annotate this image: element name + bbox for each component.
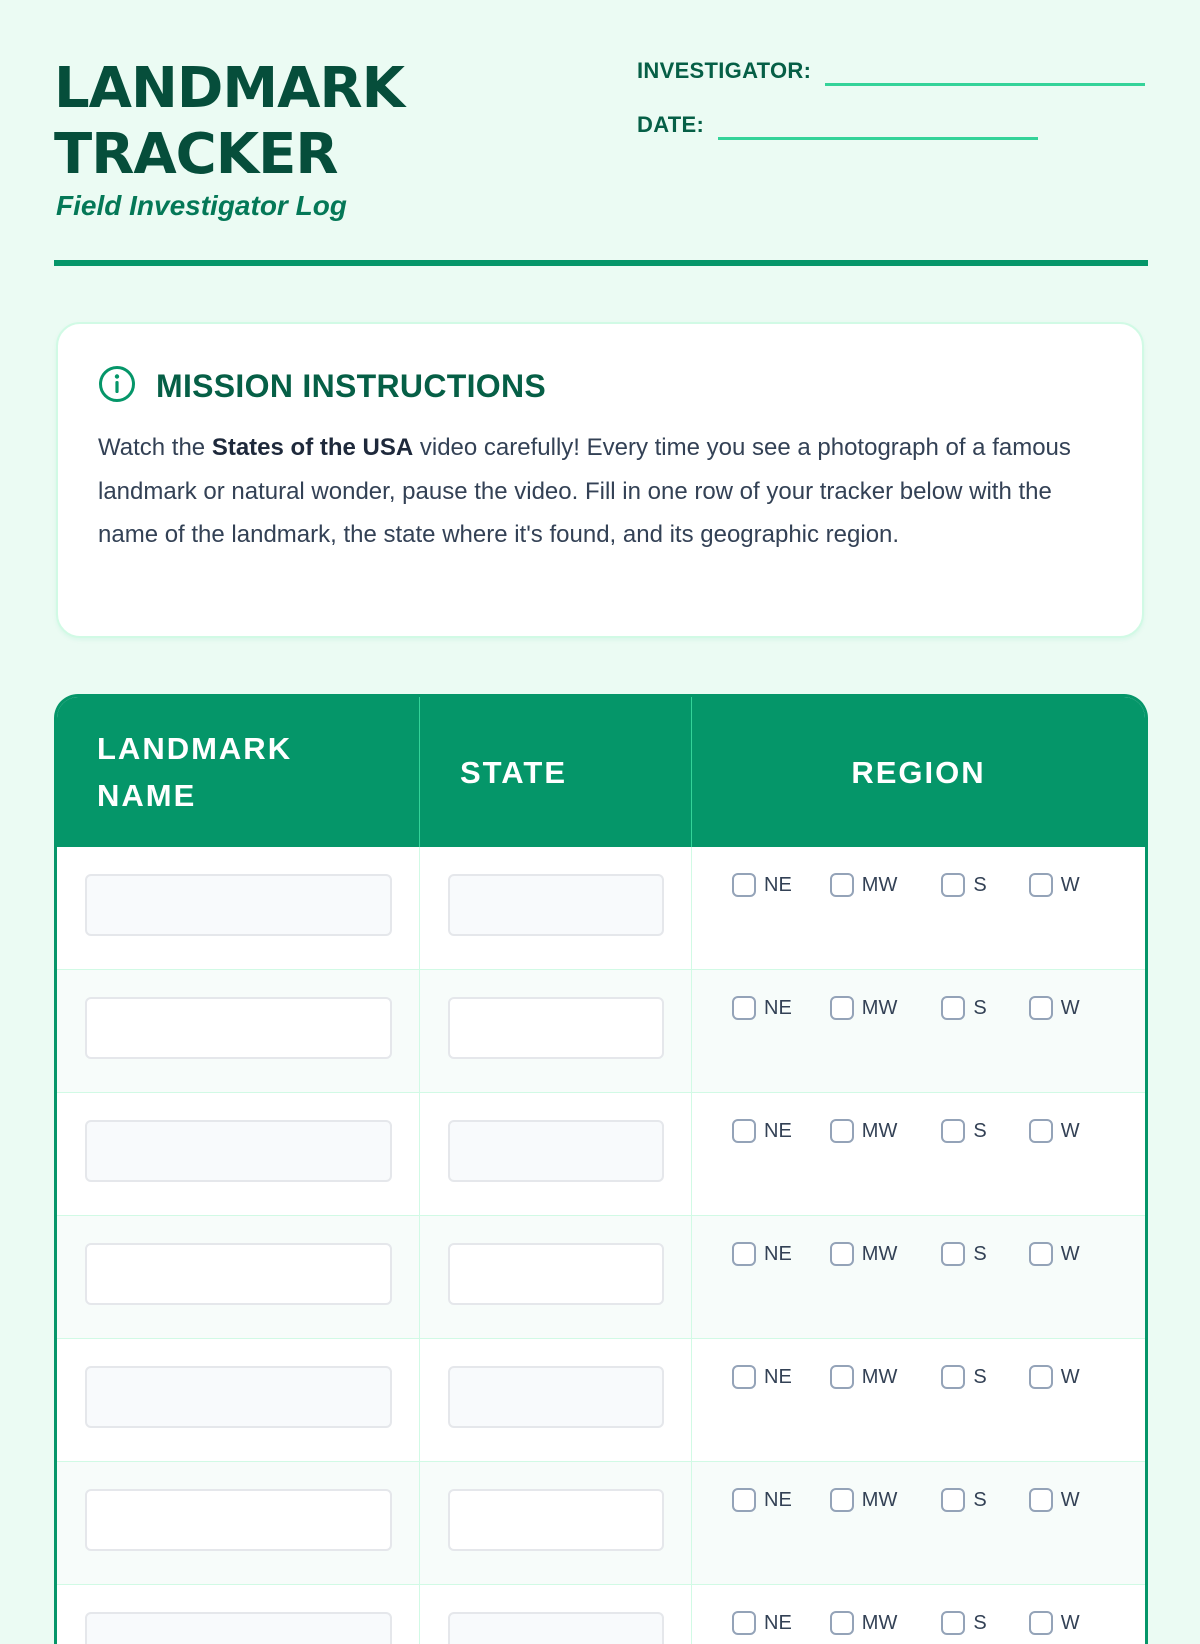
region-option-mw[interactable] — [830, 1242, 898, 1266]
table-row — [57, 847, 1145, 970]
region-checkbox-mw[interactable] — [830, 1242, 854, 1266]
region-label: NE — [764, 996, 792, 1019]
region-label: S — [973, 1119, 987, 1142]
state-input[interactable] — [448, 1612, 664, 1644]
region-cell — [692, 1462, 1145, 1584]
landmark-name-cell — [57, 970, 420, 1092]
region-label: W — [1060, 1365, 1080, 1388]
landmark-name-input[interactable] — [85, 1243, 392, 1305]
region-label: NE — [764, 1365, 792, 1388]
region-label: MW — [861, 1242, 898, 1265]
region-checkbox-ne[interactable] — [732, 873, 756, 897]
region-option-mw[interactable] — [830, 873, 898, 897]
region-label: W — [1060, 1119, 1080, 1142]
video-title: States of the USA — [211, 434, 414, 461]
state-cell — [420, 1585, 692, 1644]
landmark-name-cell — [57, 847, 420, 969]
region-option-w[interactable] — [1029, 1488, 1080, 1512]
region-label: NE — [764, 1488, 792, 1511]
region-checkbox-w[interactable] — [1029, 996, 1053, 1020]
region-label: S — [973, 873, 987, 896]
region-cell — [692, 847, 1145, 969]
region-option-w[interactable] — [1029, 1119, 1080, 1143]
region-checkbox-s[interactable] — [941, 873, 965, 897]
region-checkbox-w[interactable] — [1029, 873, 1053, 897]
investigator-field[interactable] — [825, 81, 1145, 86]
region-label: MW — [861, 996, 898, 1019]
region-checkbox-w[interactable] — [1029, 1365, 1053, 1389]
date-row — [637, 112, 1038, 138]
region-options — [692, 1216, 1145, 1266]
region-checkbox-ne[interactable] — [732, 1488, 756, 1512]
column-header-landmark — [57, 697, 420, 847]
region-option-ne[interactable] — [732, 1119, 792, 1143]
region-label: W — [1060, 1611, 1080, 1634]
date-field[interactable] — [718, 135, 1038, 140]
region-option-w[interactable] — [1029, 1611, 1080, 1635]
region-label: W — [1060, 996, 1080, 1019]
region-options — [692, 1339, 1145, 1389]
region-checkbox-s[interactable] — [941, 1488, 965, 1512]
state-cell — [420, 1462, 692, 1584]
table-row — [57, 970, 1145, 1093]
state-cell — [420, 970, 692, 1092]
state-input[interactable] — [448, 1243, 664, 1305]
region-option-mw[interactable] — [830, 1488, 898, 1512]
mission-text-end: video carefully! Every time you see a photograph of a famous landmark or natural wonder, pause the video. Fill in one row of your tracker below with the name of the landmark, the state where it's found, and its geographic region. — [98, 434, 1071, 548]
region-label: MW — [861, 873, 898, 896]
landmark-name-cell — [57, 1216, 420, 1338]
landmark-table — [54, 694, 1148, 1644]
region-checkbox-s[interactable] — [941, 996, 965, 1020]
region-checkbox-s[interactable] — [941, 1365, 965, 1389]
column-header-state: STATE — [420, 697, 692, 847]
region-checkbox-w[interactable] — [1029, 1242, 1053, 1266]
region-options — [692, 970, 1145, 1020]
state-cell — [420, 1093, 692, 1215]
region-option-ne[interactable] — [732, 1488, 792, 1512]
region-label: MW — [861, 1119, 898, 1142]
state-cell — [420, 1339, 692, 1461]
state-input[interactable] — [448, 1120, 664, 1182]
region-checkbox-mw[interactable] — [830, 1611, 854, 1635]
region-checkbox-ne[interactable] — [732, 1611, 756, 1635]
region-checkbox-w[interactable] — [1029, 1119, 1053, 1143]
page-subtitle: Field Investigator Log — [56, 190, 347, 221]
title-line-1: LANDMARK — [54, 56, 404, 121]
header-divider — [54, 260, 1148, 266]
region-checkbox-mw[interactable] — [830, 1488, 854, 1512]
region-option-s[interactable] — [941, 1611, 986, 1635]
region-label: W — [1060, 1242, 1080, 1265]
region-cell — [692, 1093, 1145, 1215]
region-cell — [692, 1339, 1145, 1461]
region-option-ne[interactable] — [732, 1611, 792, 1635]
region-label: MW — [861, 1365, 898, 1388]
investigator-row — [637, 58, 1145, 84]
region-checkbox-s[interactable] — [941, 1611, 965, 1635]
region-option-s[interactable] — [941, 1365, 986, 1389]
landmark-name-input[interactable] — [85, 1489, 392, 1551]
state-cell — [420, 847, 692, 969]
region-label: MW — [861, 1611, 898, 1634]
mission-text — [98, 426, 1102, 557]
table-body — [57, 847, 1145, 1644]
region-cell — [692, 970, 1145, 1092]
landmark-name-cell — [57, 1093, 420, 1215]
column-header-landmark-label: LANDMARK NAME — [97, 731, 293, 813]
region-label: S — [973, 1365, 987, 1388]
state-input[interactable] — [448, 1366, 664, 1428]
region-option-ne[interactable] — [732, 996, 792, 1020]
region-option-s[interactable] — [941, 1119, 986, 1143]
table-row — [57, 1216, 1145, 1339]
region-option-s[interactable] — [941, 1242, 986, 1266]
investigator-label: INVESTIGATOR: — [637, 58, 812, 83]
mission-text-start: Watch the — [98, 434, 212, 461]
column-header-region: REGION — [851, 754, 986, 790]
region-checkbox-w[interactable] — [1029, 1611, 1053, 1635]
region-checkbox-ne[interactable] — [732, 1365, 756, 1389]
landmark-name-input[interactable] — [85, 997, 392, 1059]
region-option-w[interactable] — [1029, 996, 1080, 1020]
region-label: MW — [861, 1488, 898, 1511]
state-input[interactable] — [448, 874, 664, 936]
region-checkbox-w[interactable] — [1029, 1488, 1053, 1512]
region-cell — [692, 1585, 1145, 1644]
region-checkbox-mw[interactable] — [830, 873, 854, 897]
landmark-name-input[interactable] — [85, 1366, 392, 1428]
region-label: S — [973, 1611, 987, 1634]
region-label: NE — [764, 873, 792, 896]
state-input[interactable] — [448, 1489, 664, 1551]
region-option-mw[interactable] — [830, 1365, 898, 1389]
region-checkbox-ne[interactable] — [732, 1242, 756, 1266]
table-header — [57, 697, 1145, 847]
region-checkbox-mw[interactable] — [830, 1365, 854, 1389]
region-label: NE — [764, 1611, 792, 1634]
table-row — [57, 1339, 1145, 1462]
region-checkbox-ne[interactable] — [732, 1119, 756, 1143]
region-option-s[interactable] — [941, 1488, 986, 1512]
landmark-name-cell — [57, 1339, 420, 1461]
region-option-ne[interactable] — [732, 1242, 792, 1266]
table-row — [57, 1462, 1145, 1585]
region-option-w[interactable] — [1029, 1242, 1080, 1266]
region-label: NE — [764, 1242, 792, 1265]
landmark-name-cell — [57, 1462, 420, 1584]
region-option-w[interactable] — [1029, 873, 1080, 897]
state-input[interactable] — [448, 997, 664, 1059]
region-checkbox-s[interactable] — [941, 1119, 965, 1143]
region-option-mw[interactable] — [830, 1119, 898, 1143]
region-checkbox-s[interactable] — [941, 1242, 965, 1266]
region-option-mw[interactable] — [830, 1611, 898, 1635]
region-label: S — [973, 1242, 987, 1265]
region-option-ne[interactable] — [732, 873, 792, 897]
region-label: S — [973, 996, 987, 1019]
mission-title: MISSION INSTRUCTIONS — [156, 367, 547, 404]
landmark-name-input[interactable] — [85, 1612, 392, 1644]
mission-instructions-card — [56, 322, 1144, 638]
region-options — [692, 1093, 1145, 1143]
landmark-name-cell — [57, 1585, 420, 1644]
region-option-s[interactable] — [941, 873, 986, 897]
region-option-w[interactable] — [1029, 1365, 1080, 1389]
region-label: NE — [764, 1119, 792, 1142]
region-label: W — [1060, 1488, 1080, 1511]
region-checkbox-ne[interactable] — [732, 996, 756, 1020]
info-icon — [98, 365, 136, 408]
region-option-s[interactable] — [941, 996, 986, 1020]
state-cell — [420, 1216, 692, 1338]
page-title — [54, 56, 574, 188]
date-label: DATE: — [637, 112, 705, 137]
table-row — [57, 1093, 1145, 1216]
region-options — [692, 1585, 1145, 1635]
landmark-name-input[interactable] — [85, 1120, 392, 1182]
region-option-mw[interactable] — [830, 996, 898, 1020]
table-row — [57, 1585, 1145, 1644]
title-line-2: TRACKER — [54, 122, 338, 187]
region-cell — [692, 1216, 1145, 1338]
region-label: W — [1060, 873, 1080, 896]
region-options — [692, 1462, 1145, 1512]
region-options — [692, 847, 1145, 897]
region-label: S — [973, 1488, 987, 1511]
landmark-name-input[interactable] — [85, 874, 392, 936]
region-option-ne[interactable] — [732, 1365, 792, 1389]
region-checkbox-mw[interactable] — [830, 1119, 854, 1143]
region-checkbox-mw[interactable] — [830, 996, 854, 1020]
